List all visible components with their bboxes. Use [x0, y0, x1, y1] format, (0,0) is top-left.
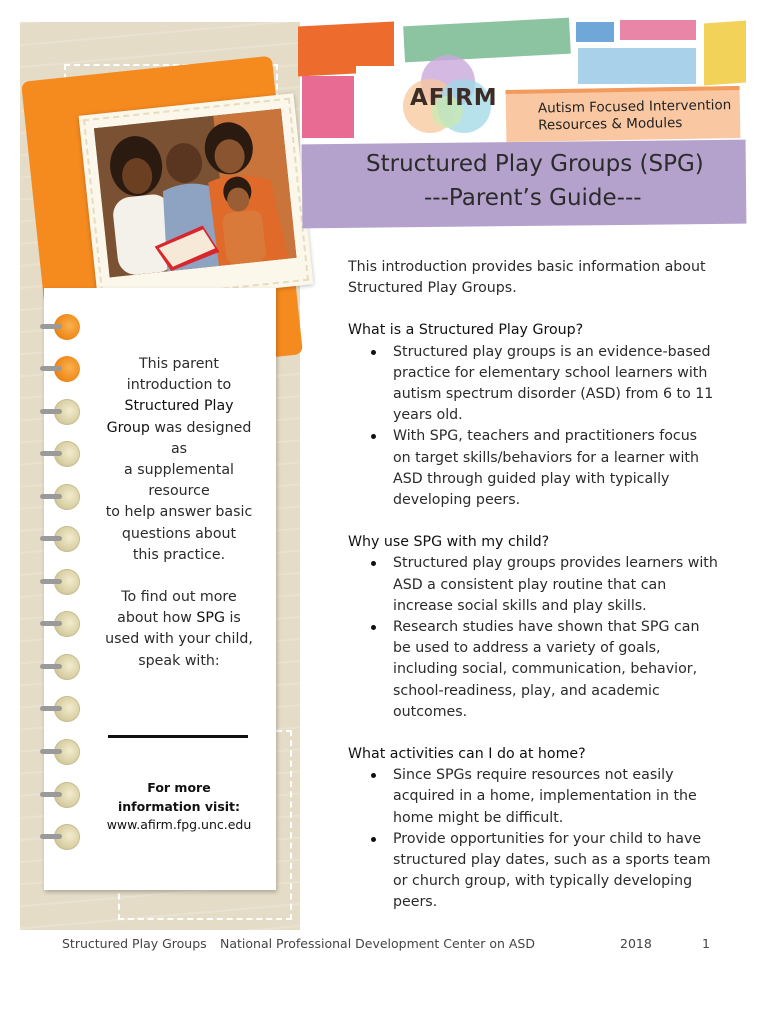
list-item: Structured play groups is an evidence-based practice for elementary school learners with autism spectrum disorder (ASD) from 6 to 11 years old.	[393, 342, 718, 427]
list-item: Research studies have shown that SPG can be used to address a variety of goals, including social, communication, behavior, school-readiness, play, and academic outcomes.	[393, 617, 718, 723]
sidebar-text-line: as	[170, 440, 188, 457]
notebook-ring	[54, 399, 80, 425]
list-item: Provide opportunities for your child to have structured play dates, such as a sports team or church group, with typically developing peers.	[393, 829, 718, 914]
family-photo-illustration	[94, 109, 297, 278]
header-tile	[578, 48, 696, 84]
section-heading: What is a Structured Play Group?	[348, 322, 584, 339]
list-item: Since SPGs require resources not easily acquired in a home, implementation in the home might be difficult.	[393, 765, 718, 829]
sidebar-text-line: This parent	[138, 356, 219, 372]
sidebar-text-line: To find out more	[121, 589, 237, 606]
notebook-ring	[54, 696, 80, 722]
sidebar-text-line	[100, 608, 258, 629]
sidebar-text-line: a supplemental	[123, 462, 234, 479]
header-tile	[620, 20, 696, 40]
more-info-block	[96, 779, 262, 835]
notebook-ring	[54, 484, 80, 510]
section-heading: Why use SPG with my child?	[348, 534, 550, 551]
sidebar-text-line: resource	[148, 483, 210, 500]
notebook-ring	[54, 654, 80, 680]
sidebar-text-line	[100, 418, 258, 439]
notebook-ring	[54, 569, 80, 595]
sidebar-text-line: introduction to	[126, 377, 232, 394]
afirm-website-link[interactable]: www.afirm.fpg.unc.edu	[106, 817, 252, 832]
header-tile	[302, 76, 354, 138]
sidebar-text-line: this practice.	[132, 546, 226, 563]
page-title: Structured Play Groups (SPG)	[366, 151, 704, 177]
page-subtitle: ---Parent’s Guide---	[424, 185, 642, 211]
notebook-ring	[54, 611, 80, 637]
sidebar-text-line: speak with:	[138, 652, 220, 669]
notebook-ring	[54, 739, 80, 765]
notebook-ring	[54, 441, 80, 467]
page-footer	[62, 936, 722, 956]
sidebar-emphasis: SPG	[196, 610, 225, 627]
sidebar-intro-text	[100, 354, 258, 672]
section-heading: What activities can I do at home?	[348, 746, 586, 763]
header-tile	[704, 21, 746, 86]
header-tile	[576, 22, 614, 42]
list-item: With SPG, teachers and practitioners focus on target skills/behaviors for a learner with ASD through guided play with typically developing peers.	[393, 426, 718, 511]
notebook-ring	[54, 356, 80, 382]
more-info-label: information visit:	[117, 798, 241, 814]
bullet-list	[348, 342, 718, 512]
tagline-line: Resources & Modules	[538, 114, 683, 134]
intro-paragraph: This introduction provides basic information about Structured Play Groups.	[348, 259, 706, 297]
footer-year: 2018	[620, 936, 652, 951]
footer-doc-title: Structured Play Groups	[62, 936, 207, 951]
photo-frame	[79, 93, 314, 307]
list-item: Structured play groups provides learners with ASD a consistent play routine that can increase social skills and play skills.	[393, 553, 718, 617]
sidebar-text-line: used with your child,	[105, 631, 253, 648]
sidebar-emphasis: Group	[106, 419, 150, 436]
more-info-label: For more	[147, 780, 211, 795]
sidebar-text-line: to help answer basic	[105, 504, 253, 521]
tagline-line: Autism Focused Intervention	[537, 97, 732, 117]
bullet-list	[348, 553, 718, 723]
family-reading-photo	[94, 109, 297, 278]
notebook-ring	[54, 782, 80, 808]
footer-page-number: 1	[702, 936, 710, 951]
afirm-logo-text: AFIRM	[410, 85, 498, 111]
contact-signature-line	[108, 735, 248, 738]
afirm-tagline-banner	[506, 86, 741, 142]
sidebar-text-line: Structured Play	[124, 398, 234, 415]
sidebar-text-fragment: was designed	[149, 419, 252, 436]
notebook-ring	[54, 314, 80, 340]
sidebar-text-fragment: is	[224, 610, 241, 627]
footer-organization: National Professional Development Center on ASD	[220, 936, 535, 951]
main-content	[348, 257, 718, 914]
sidebar-text-line: questions about	[121, 525, 237, 542]
notebook-ring	[54, 526, 80, 552]
notebook-ring	[54, 824, 80, 850]
sidebar-text-fragment: about how	[117, 610, 197, 627]
bullet-list	[348, 765, 718, 913]
